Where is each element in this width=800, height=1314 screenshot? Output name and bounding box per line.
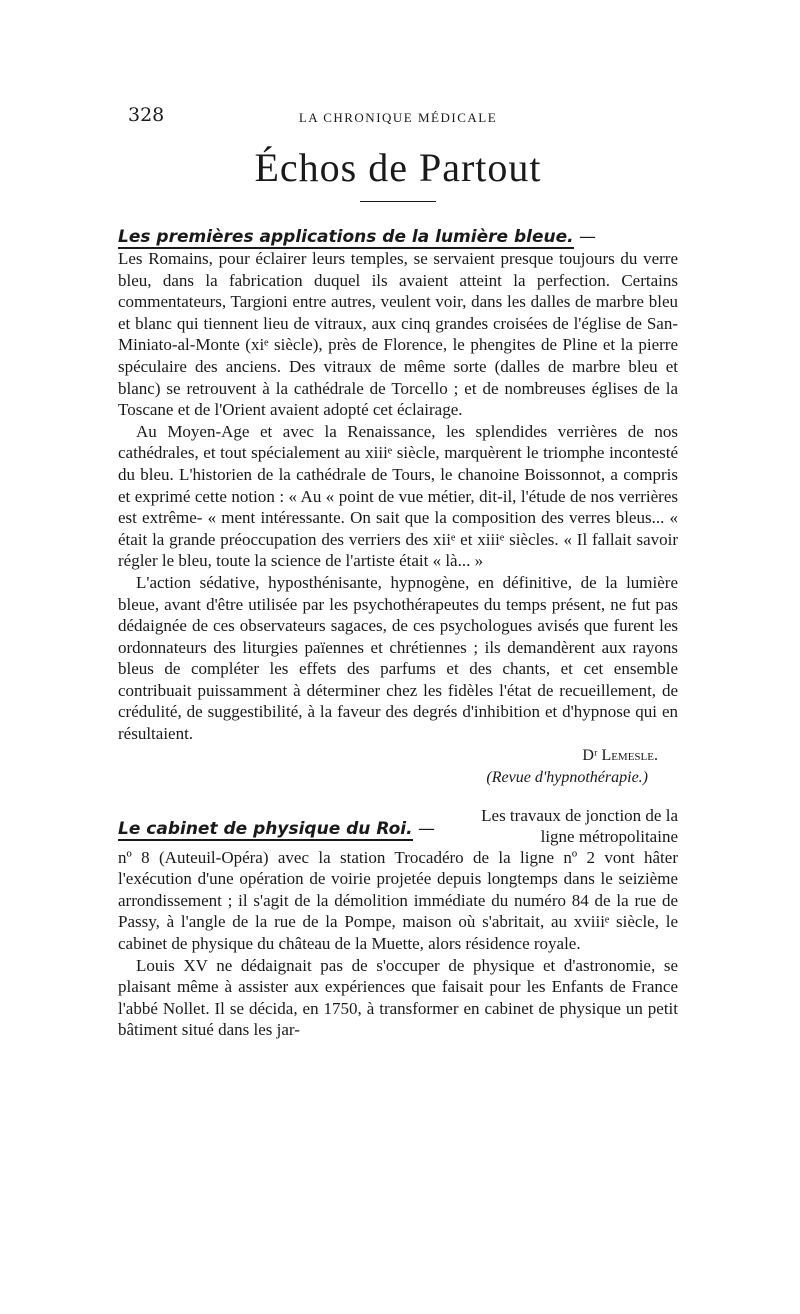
section-title: Échos de Partout <box>254 145 542 190</box>
article2-heading-block <box>118 805 678 847</box>
article1-paragraph-2: Au Moyen-Age et avec la Renaissance, les splendides verrières de nos cathédrales, et tout spécialement au xiiiᵉ siècle, marquèrent le triomphe incontesté du bleu. L'historien de la cathédrale de Tours, le chanoine Boissonnot, a compris et exprimé cette notion : « Au « point de vue métier, dit-il, l'étude de nos verrières est extrême- « ment intéressante. On sait que la composition des verres bleus... « était la grande préoccupation des verriers des xiiᵉ et xiiiᵉ siècles. « Il fallait savoir régler le bleu, toute la science de l'artiste était « là... » <box>118 421 678 571</box>
journal-title: LA CHRONIQUE MÉDICALE <box>298 110 498 125</box>
article2-paragraph-2: Louis XV ne dédaignait pas de s'occuper de physique et d'astronomie, se plaisant même à assister aux expériences que faisait pour les Enfants de France l'abbé Nollet. Il se décida, en 1750, à transformer en cabinet de physique un petit bâtiment situé dans les jar- <box>118 955 678 1040</box>
article2-body <box>118 847 678 1041</box>
article2-heading <box>118 819 458 839</box>
article1-signature <box>118 745 658 767</box>
article1-paragraph-3: L'action sédative, hyposthénisante, hypnogène, en définitive, de la lumière bleue, avant d'être utilisée par les psychothérapeutes du temps présent, ne fut pas dédaignée de ces observateurs sagaces, de ces psychologues avisés que furent les ordonnateurs des liturgies païennes et chrétiennes ; ils demandèrent aux rayons bleus de compléter les effets des parfums et des chants, et cet ensemble contribuait puissamment à déterminer chez les fidèles l'état de recueillement, de crédulité, de suggestibilité, à la faveur des degrés d'inhibition et d'hypnose qui en résultaient. <box>118 572 678 744</box>
article2-heading-dash: — <box>412 818 435 839</box>
article2-lead: Les travaux de jonction de la ligne métropolitaine <box>481 805 678 846</box>
page-number: 328 <box>128 104 165 126</box>
article1-heading-text: Les premières applications de la lumière bleue. <box>118 227 574 247</box>
article1-source: (Revue d'hypnothérapie.) <box>486 768 648 786</box>
article1-paragraph-1: Les Romains, pour éclairer leurs temples, se servaient presque toujours du verre bleu, dans la fabrication duquel ils avaient atteint la perfection. Certains commentateurs, Targioni entre autres, veulent voir, dans les dalles de marbre bleu et blanc qui tiennent lieu de vitraux, aux cinq grandes croisées de l'église de San-Miniato-al-Monte (xiᵉ siècle), près de Florence, le phengites de Pline et la pierre spéculaire des anciens. Des vitraux de même sorte (dalles de marbre bleu et blanc) se retrouvent à la cathédrale de Torcello ; et de nombreuses églises de la Toscane et de l'Orient avaient adopté cet éclairage. <box>118 249 678 420</box>
article2-paragraph-1: nº 8 (Auteuil-Opéra) avec la station Trocadéro de la ligne nº 2 vont hâter l'exécution d'une opération de voirie projetée depuis longtemps dans le seizième arrondissement ; il s'agit de la démolition immédiate du numéro 84 de la rue de Passy, à l'angle de la rue de la Pompe, maison où s'abritait, au xviiiᵉ siècle, le cabinet de physique du château de la Muette, alors résidence royale. <box>118 847 678 954</box>
title-rule <box>360 201 436 202</box>
article1-heading-dash: — <box>573 227 596 247</box>
article2-heading-text: Le cabinet de physique du Roi. <box>118 818 413 839</box>
article1-heading <box>118 226 678 248</box>
author-name: Dʳ Lemesle. <box>582 746 658 764</box>
running-header <box>118 100 678 128</box>
article1-body <box>118 248 678 745</box>
page <box>118 100 678 1041</box>
